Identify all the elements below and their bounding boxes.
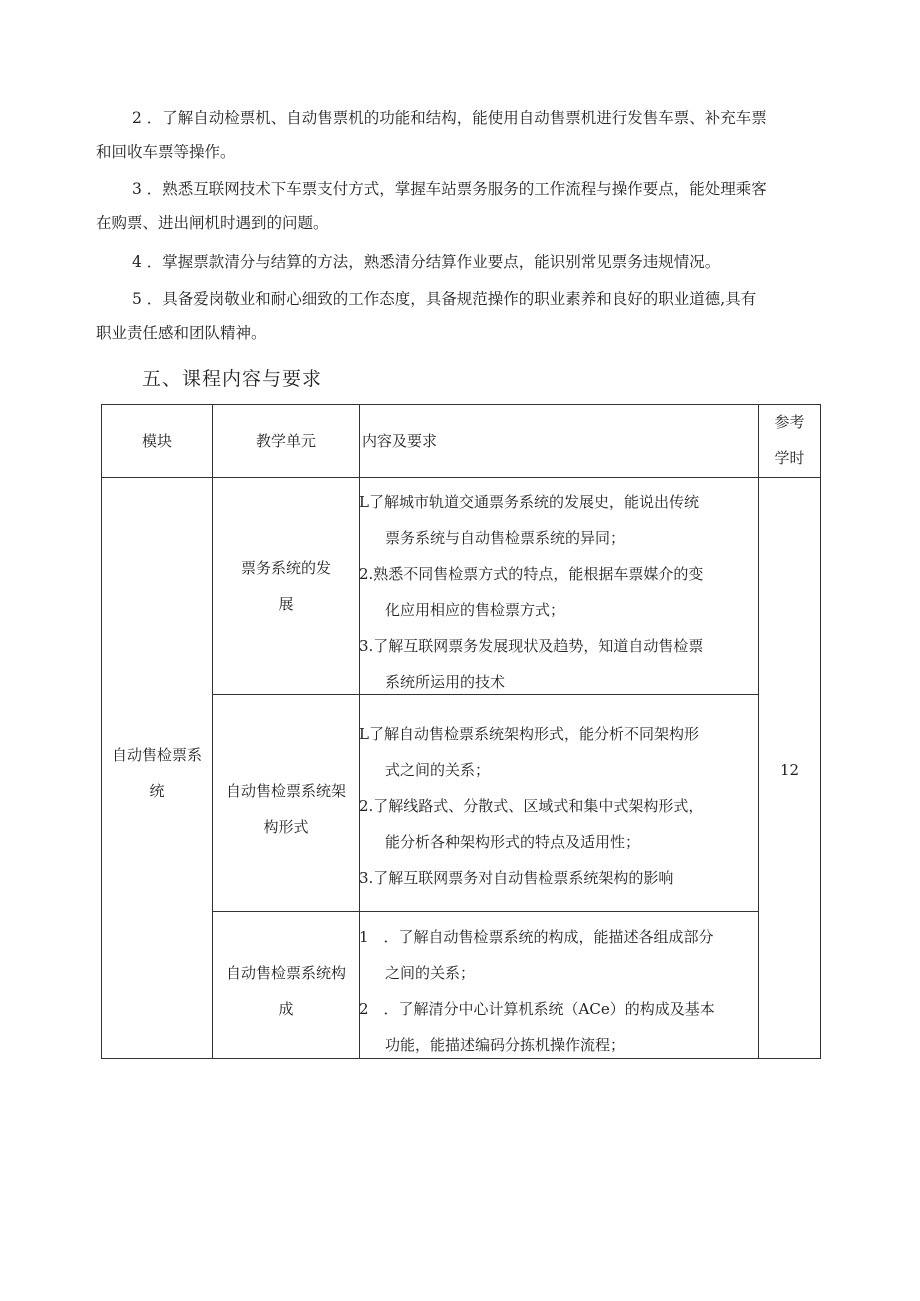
column-divider-3 (758, 404, 759, 1059)
unit-cell-2 (213, 773, 359, 845)
content-item: 3.了解互联网票务发展现状及趋势，知道自动售检票 (359, 637, 704, 655)
objective-paragraph-4 (96, 245, 828, 279)
header-hours-line: 学时 (774, 449, 805, 467)
module-line: 统 (149, 782, 165, 800)
unit-line: 展 (278, 595, 294, 613)
row-divider-2 (212, 911, 759, 912)
unit-line: 自动售检票系统架 (225, 782, 346, 800)
header-content: 内容及要求 (362, 432, 438, 450)
header-hours-line: 参考 (774, 413, 805, 431)
table-header-divider (101, 477, 821, 478)
objective-paragraph-5 (96, 282, 828, 350)
header-module: 模块 (141, 432, 172, 450)
table-border-left (101, 404, 102, 1059)
hours-cell: 12 (779, 761, 800, 779)
paragraph-line: 和回收车票等操作。 (96, 143, 236, 161)
content-item-cont: 化应用相应的售检票方式； (385, 601, 566, 619)
unit-cell-3 (213, 955, 359, 1027)
content-cell-3 (359, 919, 757, 1063)
paragraph-line: 职业责任感和团队精神。 (96, 324, 267, 342)
row-divider-1 (212, 694, 759, 695)
content-item: 2 ．了解清分中心计算机系统（ACe）的构成及基本 (359, 1000, 715, 1018)
unit-line: 成 (278, 1000, 294, 1018)
content-item: 2.了解线路式、分散式、区域式和集中式架构形式， (359, 797, 704, 815)
table-border-right (820, 404, 821, 1059)
header-unit: 教学单元 (255, 432, 316, 450)
content-item-cont: 之间的关系； (385, 964, 476, 982)
paragraph-line: 5 ．具备爱岗敬业和耐心细致的工作态度，具备规范操作的职业素养和良好的职业道德,具有 (132, 290, 757, 308)
header-hours (759, 404, 820, 476)
paragraph-line: 3 ．熟悉互联网技术下车票支付方式，掌握车站票务服务的工作流程与操作要点，能处理乘客 (132, 180, 767, 198)
objective-paragraph-3 (96, 172, 828, 240)
content-item-cont: 系统所运用的技术 (385, 673, 506, 691)
module-cell (102, 737, 212, 809)
content-item-cont: 功能，能描述编码分拣机操作流程； (385, 1036, 626, 1054)
content-item: 3.了解互联网票务对自动售检票系统架构的影响 (359, 869, 674, 887)
content-item-cont: 票务系统与自动售检票系统的异同； (385, 529, 626, 547)
unit-line: 自动售检票系统构 (225, 964, 346, 982)
content-item: L了解自动售检票系统架构形式，能分析不同架构形 (359, 725, 699, 743)
content-item: 2.熟悉不同售检票方式的特点，能根据车票媒介的变 (359, 565, 704, 583)
content-item-cont: 式之间的关系； (385, 761, 491, 779)
paragraph-line: 2 ．了解自动检票机、自动售票机的功能和结构，能使用自动售票机进行发售车票、补充车票 (132, 109, 767, 127)
paragraph-line: 4 ．掌握票款清分与结算的方法，熟悉清分结算作业要点，能识别常见票务违规情况。 (132, 253, 721, 271)
module-line: 自动售检票系 (111, 746, 202, 764)
objective-paragraph-2 (96, 101, 828, 169)
content-item: L了解城市轨道交通票务系统的发展史，能说出传统 (359, 493, 699, 511)
unit-line: 票务系统的发 (240, 559, 331, 577)
content-cell-2 (359, 716, 757, 896)
content-cell-1 (359, 484, 757, 694)
unit-line: 构形式 (263, 818, 309, 836)
section-title: 五、课程内容与要求 (142, 368, 323, 390)
paragraph-line: 在购票、进出闸机时遇到的问题。 (96, 214, 329, 232)
content-item-cont: 能分析各种架构形式的特点及适用性； (385, 833, 641, 851)
table-border-top (101, 404, 821, 405)
content-item: 1 ．了解自动售检票系统的构成，能描述各组成部分 (359, 928, 714, 946)
unit-cell-1 (213, 550, 359, 622)
